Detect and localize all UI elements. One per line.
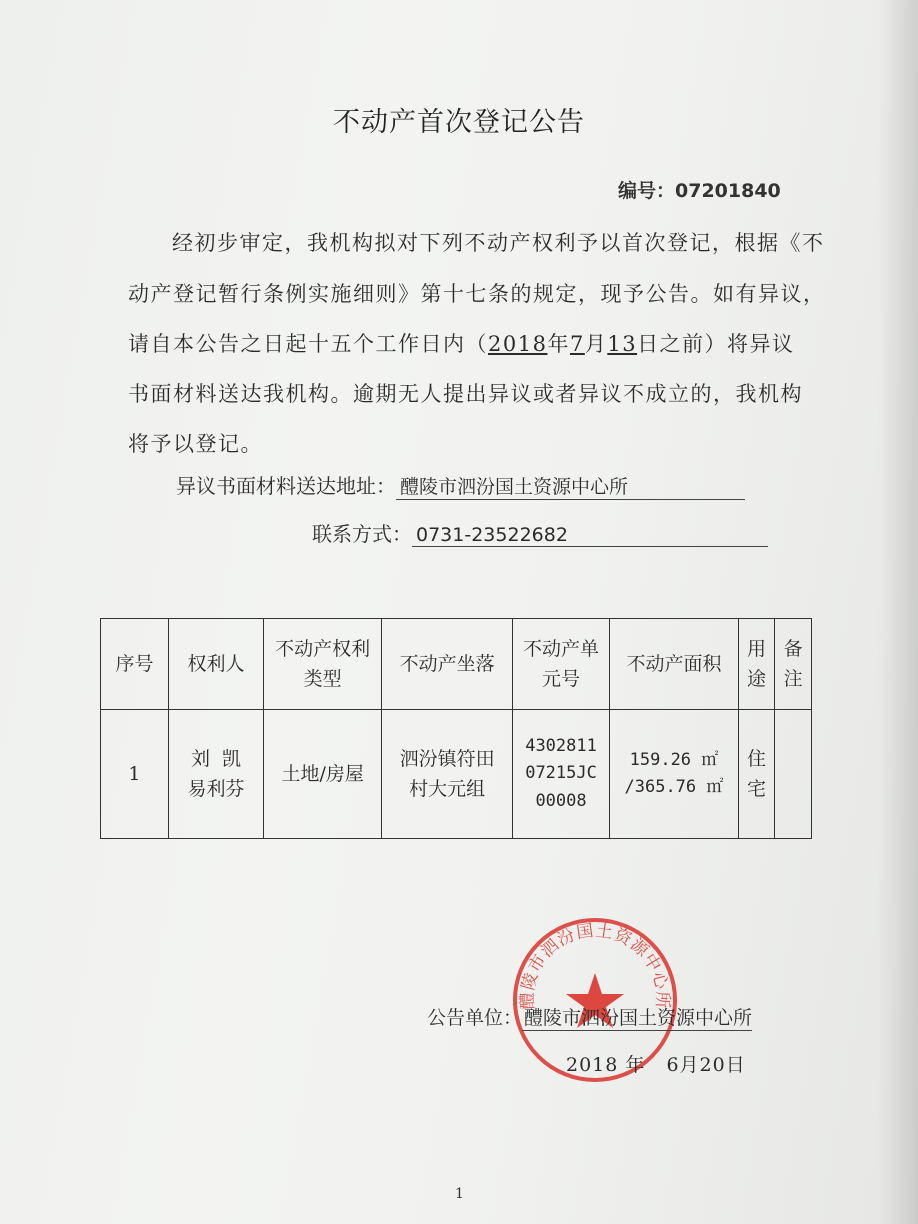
cell-area: 159.26 ㎡ /365.76 ㎡ [610,710,739,839]
deadline-day: 13 [607,332,638,356]
issue-year-unit: 年 [625,1054,646,1076]
objection-address-label: 异议书面材料送达地址： [176,474,396,498]
cell-seq: 1 [101,710,169,839]
body-line-3 [128,328,795,358]
issuer-label: 公告单位： [427,1007,523,1029]
body-line-1: 经初步审定，我机构拟对下列不动产权利予以首次登记，根据《不 [172,231,825,255]
header-holder: 权利人 [168,619,263,710]
cell-remark [775,710,812,839]
table-header-row [101,619,812,710]
page-title: 不动产首次登记公告 [333,107,585,138]
header-remark: 备注 [775,619,812,710]
objection-address-value: 醴陵市泗汾国土资源中心所 [396,472,745,500]
deadline-month-unit: 月 [584,332,608,356]
issuer-name: 醴陵市泗汾国土资源中心所 [522,1003,752,1031]
table-row [101,710,812,839]
body-line-3-post: 日之前）将异议 [637,332,795,356]
cell-unit-no: 4302811 07215JC 00008 [512,710,609,839]
cell-usage: 住 宅 [738,710,775,839]
header-usage: 用途 [738,619,775,710]
registration-table [100,618,812,839]
body-line-4: 书面材料送达我机构。逾期无人提出异议或者异议不成立的，我机构 [128,382,803,406]
contact-label: 联系方式： [312,522,412,546]
cell-holder: 刘 凯 易利芬 [168,710,263,839]
cell-location: 泗汾镇符田 村大元组 [382,710,513,839]
issue-month-day: 6月20日 [666,1054,746,1076]
header-seq: 序号 [101,619,169,710]
page-edge-shadow [878,0,918,1224]
objection-address-row [176,470,745,500]
seal-text: 醴陵市泗汾国土资源中心所 [517,920,673,1010]
header-right-type: 不动产权利 类型 [264,619,382,710]
body-line-2: 动产登记暂行条例实施细则》第十七条的规定，现予公告。如有异议， [128,282,826,306]
issuer-row [427,1003,752,1031]
body-line-5: 将予以登记。 [128,432,263,456]
document-number: 编号：07201840 [618,180,781,202]
deadline-year: 2018 [488,332,548,356]
page-number: 1 [455,1186,464,1202]
body-line-3-pre: 请自本公告之日起十五个工作日内（ [128,332,488,356]
issue-year: 2018 [566,1054,619,1076]
cell-right-type: 土地/房屋 [264,710,382,839]
issue-date [566,1050,746,1077]
deadline-year-unit: 年 [547,332,570,356]
header-unit-no: 不动产单 元号 [512,619,609,710]
contact-value: 0731-23522682 [412,524,768,547]
deadline-month: 7 [569,332,585,356]
header-location: 不动产坐落 [382,619,513,710]
header-area: 不动产面积 [610,619,739,710]
contact-row [312,518,768,547]
